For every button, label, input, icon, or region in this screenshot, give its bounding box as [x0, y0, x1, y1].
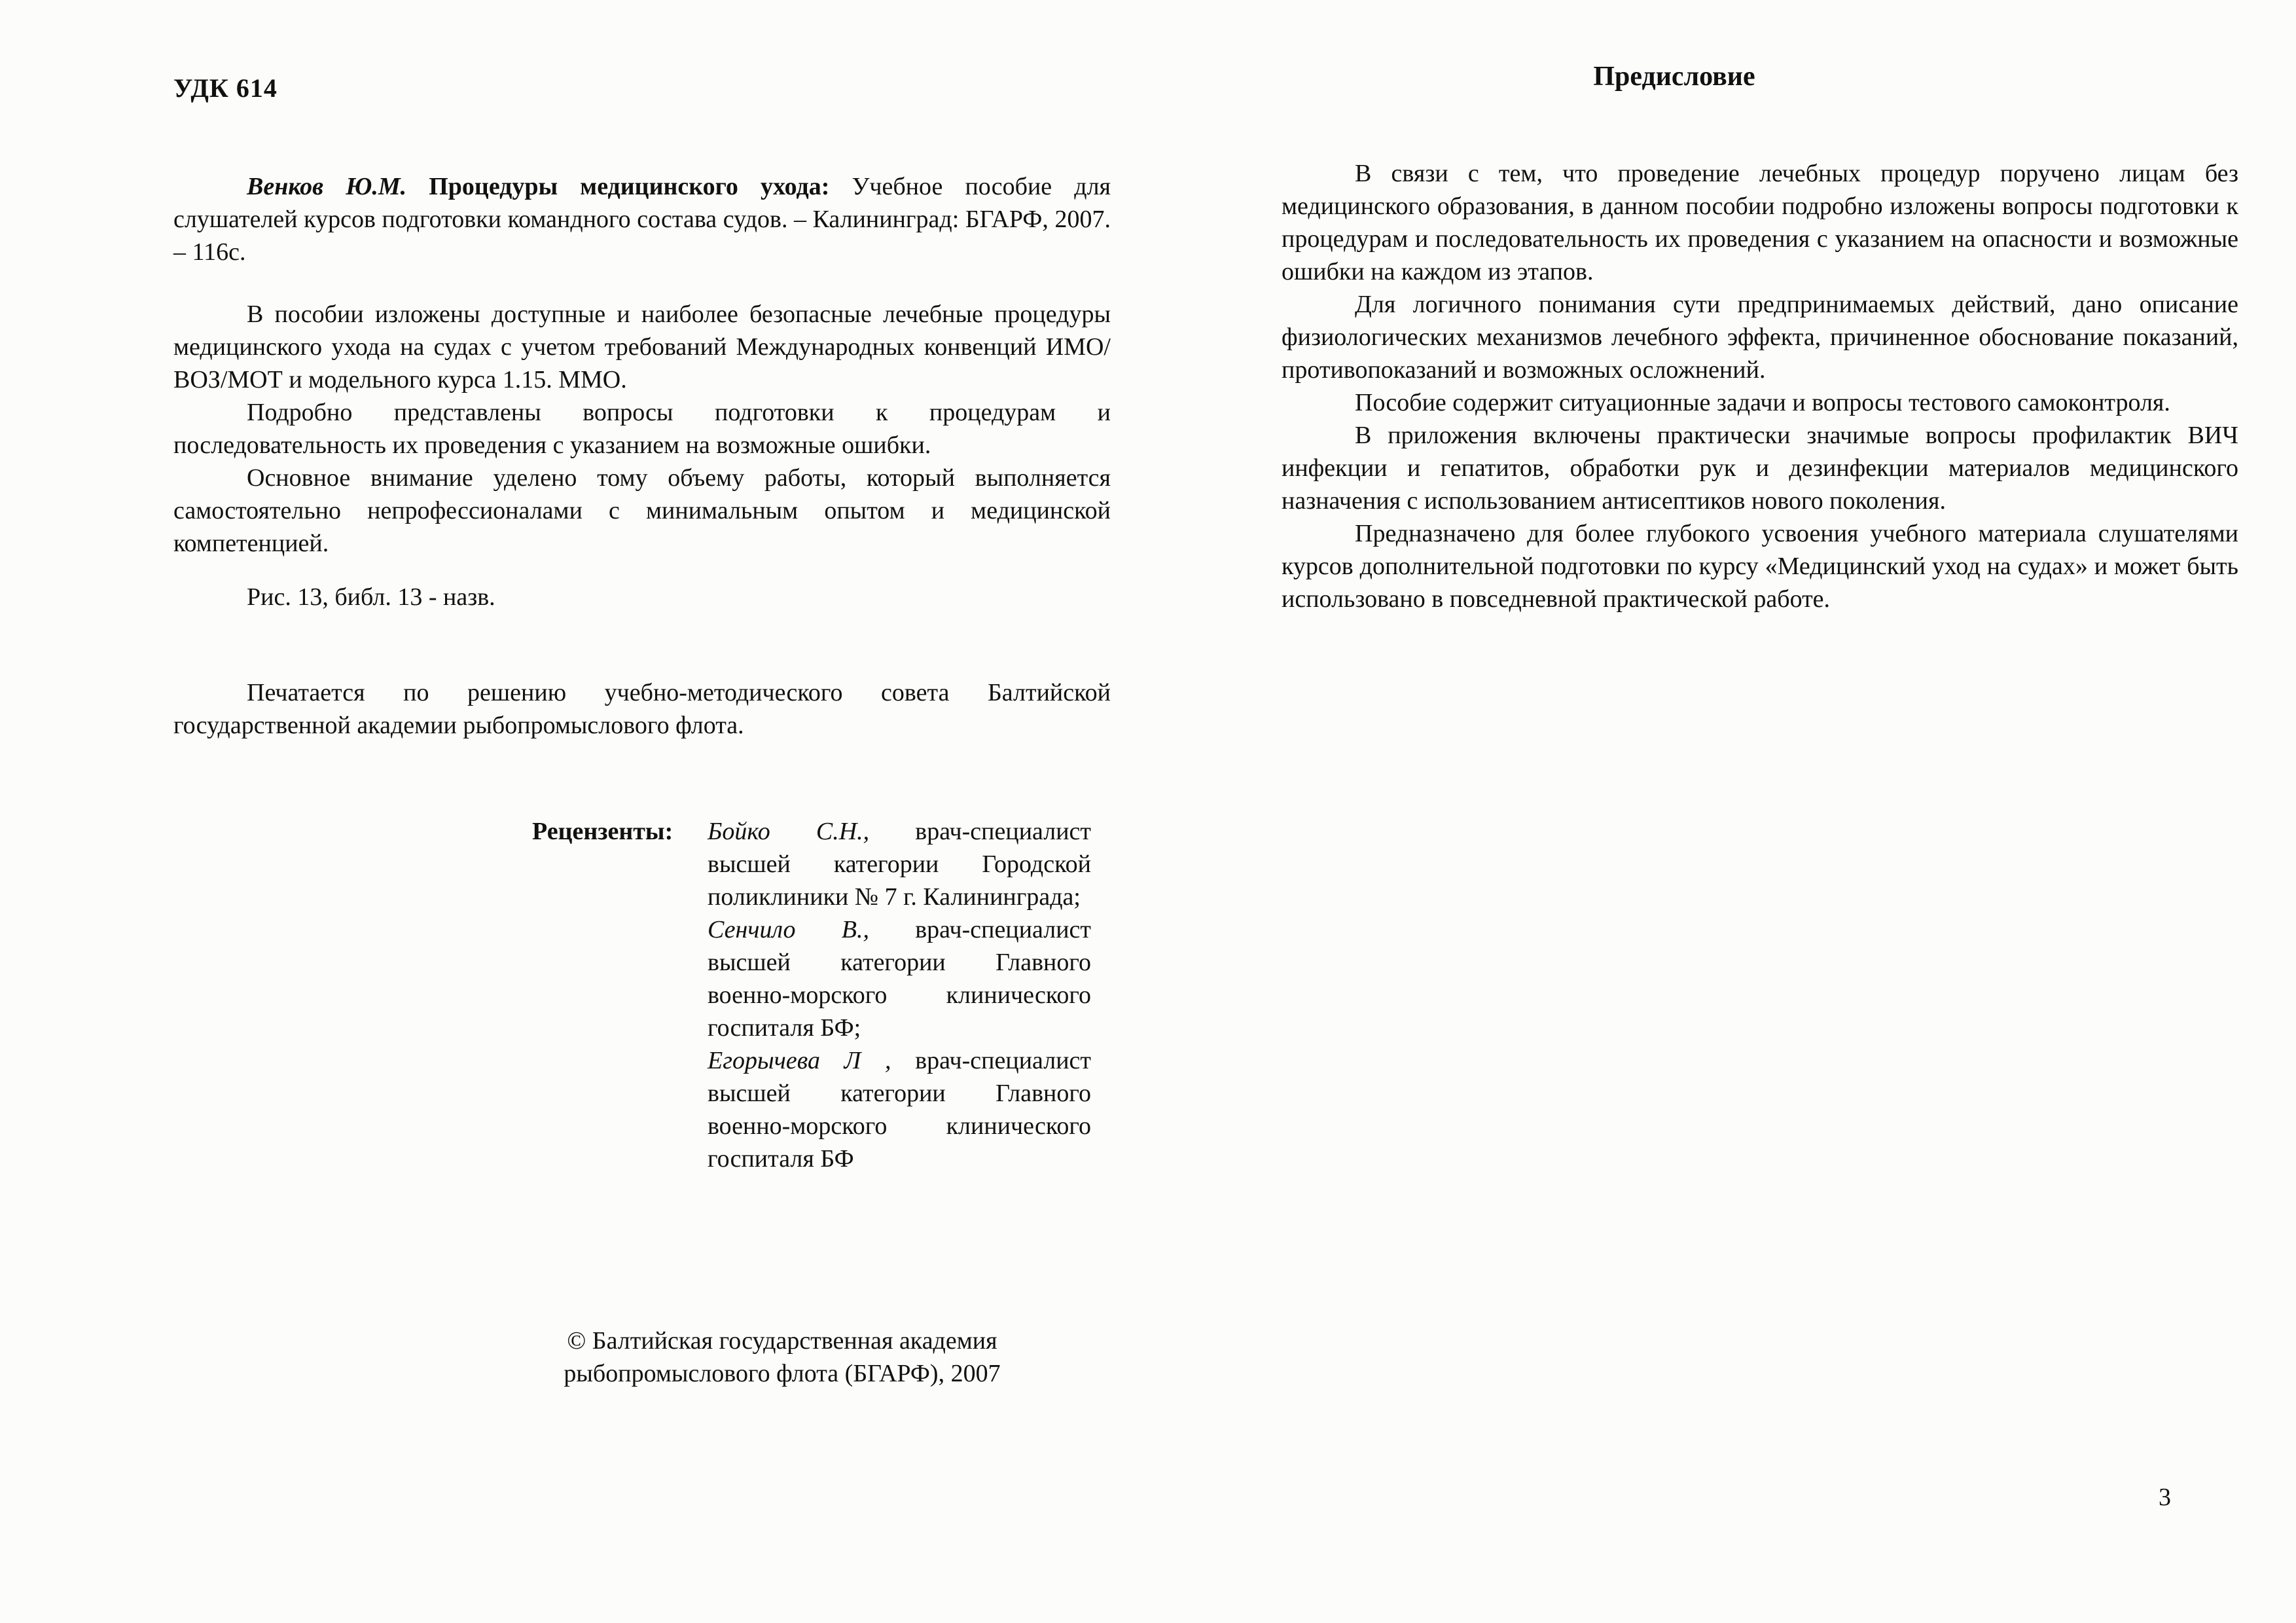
reviewers-label: Рецензенты:	[532, 818, 673, 845]
reviewer-details: врач-специалист высшей категории Главного военно-морского клинического госпиталя БФ;	[708, 916, 1091, 1042]
page-number: 3	[2159, 1484, 2171, 1511]
preface-paragraph: В приложения включены практически значимые вопросы профилактик ВИЧ инфекции и гепатитов, обработки рук и дезинфекции материалов медицинского назначения с использованием антисептиков нового поколения.	[1282, 422, 2238, 515]
reviewer-name: Егорычева Л ,	[708, 1047, 891, 1074]
reviewer-entry	[708, 913, 1091, 1044]
copyright-line: рыбопромыслового флота (БГАРФ), 2007	[564, 1360, 1001, 1387]
preface-paragraph: В связи с тем, что проведение лечебных процедур поручено лицам без медицинского образования, в данном пособии подробно изложены вопросы подготовки к процедурам и последовательность их проведения с указанием на опасности и возможные ошибки на каждом из этапов.	[1282, 160, 2238, 285]
copyright-notice	[488, 1324, 1077, 1390]
book-title: Процедуры медицинского ухода:	[429, 173, 830, 200]
preface-paragraph: Предназначено для более глубокого усвоения учебного материала слушателями курсов дополнительной подготовки по курсу «Медицинский уход на судах» и может быть использовано в повседневной практической работе.	[1282, 520, 2238, 613]
reviewer-entries	[708, 815, 1091, 1175]
reviewer-details: врач-специалист высшей категории Главного военно-морского клинического госпиталя БФ	[708, 1047, 1091, 1173]
author-name: Венков Ю.М.	[247, 173, 407, 200]
annotation-paragraph: В пособии изложены доступные и наиболее безопасные лечебные процедуры медицинского ухода на судах с учетом требований Международных конвенций ИМО/ВОЗ/МОТ и модельного курса 1.15. ММО.	[173, 301, 1111, 393]
reviewers-block	[532, 815, 1111, 1175]
annotation-paragraph: Основное внимание уделено тому объему работы, который выполняется самостоятельно непрофессионалами с минимальным опытом и медицинской компетенцией.	[173, 464, 1111, 557]
right-page	[1282, 60, 2238, 615]
reviewer-name: Бойко С.Н.,	[708, 818, 870, 845]
biblio-details: Учебное пособие для слушателей курсов подготовки командного состава судов. – Калининград: БГАРФ, 2007. – 116с.	[173, 173, 1111, 266]
udc-label: УДК 614	[173, 73, 278, 103]
reviewer-entry	[708, 815, 1091, 913]
figures-note: Рис. 13, библ. 13 - назв.	[247, 583, 495, 611]
reviewer-name: Сенчило В.,	[708, 916, 869, 943]
preface-paragraph: Пособие содержит ситуационные задачи и вопросы тестового самоконтроля.	[1355, 389, 2170, 416]
reviewer-entry	[708, 1044, 1091, 1175]
bibliographic-record	[173, 170, 1111, 268]
print-approval: Печатается по решению учебно-методического совета Балтийской государственной академии рыбопромыслового флота.	[173, 679, 1111, 739]
reviewer-details: врач-специалист высшей категории Городской поликлиники № 7 г. Калининграда;	[708, 818, 1092, 911]
left-page	[173, 72, 1111, 1390]
preface-paragraph: Для логичного понимания сути предпринимаемых действий, дано описание физиологических механизмов лечебного эффекта, причиненное обоснование показаний, противопоказаний и возможных осложнений.	[1282, 291, 2238, 384]
copyright-line: © Балтийская государственная академия	[567, 1327, 997, 1355]
preface-heading: Предисловие	[1593, 62, 1755, 92]
annotation-paragraph: Подробно представлены вопросы подготовки к процедурам и последовательность их проведения с указанием на возможные ошибки.	[173, 399, 1111, 459]
